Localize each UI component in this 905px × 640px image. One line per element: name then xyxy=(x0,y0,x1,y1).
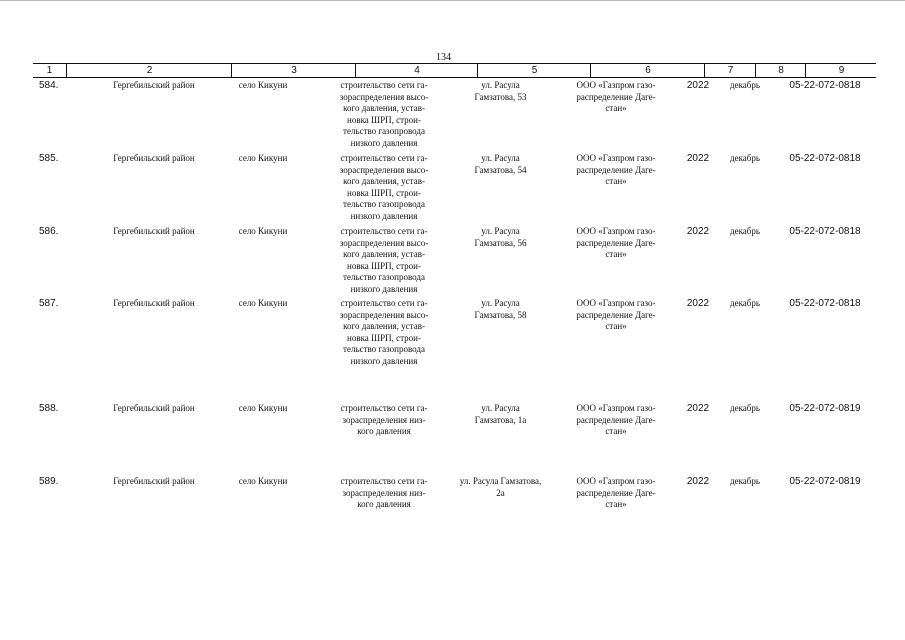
code-cell: 05-22-072-0819 xyxy=(789,476,861,487)
settlement-cell: село Кикуни xyxy=(238,226,288,236)
column-header-2: 2 xyxy=(66,64,232,77)
row-number: 588. xyxy=(39,403,59,414)
row-number: 586. xyxy=(39,226,59,237)
text-line: низкого давления xyxy=(350,355,418,366)
text-line: строительство сети га- xyxy=(340,298,428,308)
text-line: тельство газопровода xyxy=(343,199,425,209)
page-number: 134 xyxy=(436,52,451,63)
text-line: зораспределения высо- xyxy=(339,237,429,248)
address-cell xyxy=(443,80,558,103)
text-line: зораспределения низ- xyxy=(342,414,426,425)
column-header-8: 8 xyxy=(755,64,806,77)
code-cell: 05-22-072-0818 xyxy=(789,153,861,164)
address-cell xyxy=(443,226,558,249)
month-cell: декабрь xyxy=(730,226,760,236)
column-header-6: 6 xyxy=(590,64,705,77)
address-cell xyxy=(443,403,558,426)
work-description-cell xyxy=(323,476,445,511)
month-cell: декабрь xyxy=(730,403,760,413)
work-description-cell xyxy=(323,153,445,222)
text-line: ООО «Газпром газо- xyxy=(576,403,656,413)
data-table xyxy=(33,63,876,509)
district-cell: Гергебильский район xyxy=(113,80,195,90)
organization-cell xyxy=(560,226,672,261)
text-line: низкого давления xyxy=(350,210,418,221)
text-line: распределение Даге- xyxy=(576,237,656,248)
code-cell: 05-22-072-0818 xyxy=(789,80,861,91)
text-line: зораспределения низ- xyxy=(342,487,426,498)
text-line: тельство газопровода xyxy=(343,344,425,354)
text-line: ООО «Газпром газо- xyxy=(576,226,656,236)
work-description-cell xyxy=(323,80,445,149)
text-line: новка ШРП, строи- xyxy=(347,114,421,125)
settlement-cell: село Кикуни xyxy=(238,476,288,486)
organization-cell xyxy=(560,476,672,511)
text-line: стан» xyxy=(605,176,627,186)
text-line: низкого давления xyxy=(350,137,418,148)
text-line: Гамзатова, 56 xyxy=(474,237,527,248)
text-line: Гамзатова, 1а xyxy=(474,414,527,425)
text-line: строительство сети га- xyxy=(340,226,428,236)
text-line: 2а xyxy=(496,487,505,498)
text-line: стан» xyxy=(605,426,627,436)
text-line: Гамзатова, 58 xyxy=(474,309,527,320)
code-cell: 05-22-072-0819 xyxy=(789,403,861,414)
text-line: кого давления, устав- xyxy=(343,103,425,113)
year-cell: 2022 xyxy=(686,153,710,164)
district-cell: Гергебильский район xyxy=(113,476,195,486)
column-header-1: 1 xyxy=(46,65,53,76)
text-line: строительство сети га- xyxy=(340,153,428,163)
text-line: кого давления, устав- xyxy=(343,321,425,331)
text-line: строительство сети га- xyxy=(340,80,428,90)
text-line: ул. Расула xyxy=(481,403,520,413)
text-line: ул. Расула Гамзатова, xyxy=(459,476,542,486)
organization-cell xyxy=(560,80,672,115)
text-line: стан» xyxy=(605,499,627,509)
text-line: новка ШРП, строи- xyxy=(347,260,421,271)
text-line: зораспределения высо- xyxy=(339,164,429,175)
text-line: распределение Даге- xyxy=(576,309,656,320)
organization-cell xyxy=(560,153,672,188)
text-line: распределение Даге- xyxy=(576,487,656,498)
organization-cell xyxy=(560,403,672,438)
text-line: стан» xyxy=(605,321,627,331)
district-cell: Гергебильский район xyxy=(113,226,195,236)
text-line: Гамзатова, 54 xyxy=(474,164,527,175)
text-line: кого давления, устав- xyxy=(343,249,425,259)
work-description-cell xyxy=(323,298,445,367)
text-line: ООО «Газпром газо- xyxy=(576,153,656,163)
text-line: низкого давления xyxy=(350,283,418,294)
year-cell: 2022 xyxy=(686,403,710,414)
settlement-cell: село Кикуни xyxy=(238,80,288,90)
month-cell: декабрь xyxy=(730,153,760,163)
settlement-cell: село Кикуни xyxy=(238,403,288,413)
work-description-cell xyxy=(323,403,445,438)
month-cell: декабрь xyxy=(730,80,760,90)
text-line: ул. Расула xyxy=(481,226,520,236)
row-number: 589. xyxy=(39,476,59,487)
text-line: кого давления, устав- xyxy=(343,176,425,186)
text-line: строительство сети га- xyxy=(340,476,428,486)
text-line: новка ШРП, строи- xyxy=(347,187,421,198)
year-cell: 2022 xyxy=(686,298,710,309)
district-cell: Гергебильский район xyxy=(113,153,195,163)
address-cell xyxy=(443,153,558,176)
row-number: 584. xyxy=(39,80,59,91)
month-cell: декабрь xyxy=(730,298,760,308)
settlement-cell: село Кикуни xyxy=(238,298,288,308)
column-header-3: 3 xyxy=(231,64,356,77)
year-cell: 2022 xyxy=(686,226,710,237)
column-header-5: 5 xyxy=(477,64,591,77)
text-line: тельство газопровода xyxy=(343,272,425,282)
column-header-7: 7 xyxy=(704,64,756,77)
text-line: Гамзатова, 53 xyxy=(474,91,527,102)
text-line: зораспределения высо- xyxy=(339,91,429,102)
address-cell xyxy=(443,298,558,321)
table-header-row xyxy=(33,63,876,78)
district-cell: Гергебильский район xyxy=(113,298,195,308)
code-cell: 05-22-072-0818 xyxy=(789,298,861,309)
column-header-4: 4 xyxy=(355,64,478,77)
address-cell xyxy=(443,476,558,499)
text-line: зораспределения высо- xyxy=(339,309,429,320)
text-line: распределение Даге- xyxy=(576,164,656,175)
text-line: ул. Расула xyxy=(481,80,520,90)
text-line: стан» xyxy=(605,249,627,259)
text-line: строительство сети га- xyxy=(340,403,428,413)
text-line: распределение Даге- xyxy=(576,91,656,102)
settlement-cell: село Кикуни xyxy=(238,153,288,163)
row-number: 587. xyxy=(39,298,59,309)
text-line: ул. Расула xyxy=(481,153,520,163)
year-cell: 2022 xyxy=(686,80,710,91)
code-cell: 05-22-072-0818 xyxy=(789,226,861,237)
text-line: ул. Расула xyxy=(481,298,520,308)
month-cell: декабрь xyxy=(730,476,760,486)
text-line: тельство газопровода xyxy=(343,126,425,136)
text-line: распределение Даге- xyxy=(576,414,656,425)
text-line: новка ШРП, строи- xyxy=(347,332,421,343)
text-line: ООО «Газпром газо- xyxy=(576,298,656,308)
text-line: кого давления xyxy=(357,499,411,509)
organization-cell xyxy=(560,298,672,333)
text-line: стан» xyxy=(605,103,627,113)
work-description-cell xyxy=(323,226,445,295)
text-line: ООО «Газпром газо- xyxy=(576,80,656,90)
district-cell: Гергебильский район xyxy=(113,403,195,413)
row-number: 585. xyxy=(39,153,59,164)
column-header-9: 9 xyxy=(805,64,877,77)
year-cell: 2022 xyxy=(686,476,710,487)
text-line: ООО «Газпром газо- xyxy=(576,476,656,486)
text-line: кого давления xyxy=(357,426,411,436)
scan-edge-line xyxy=(0,0,905,1)
